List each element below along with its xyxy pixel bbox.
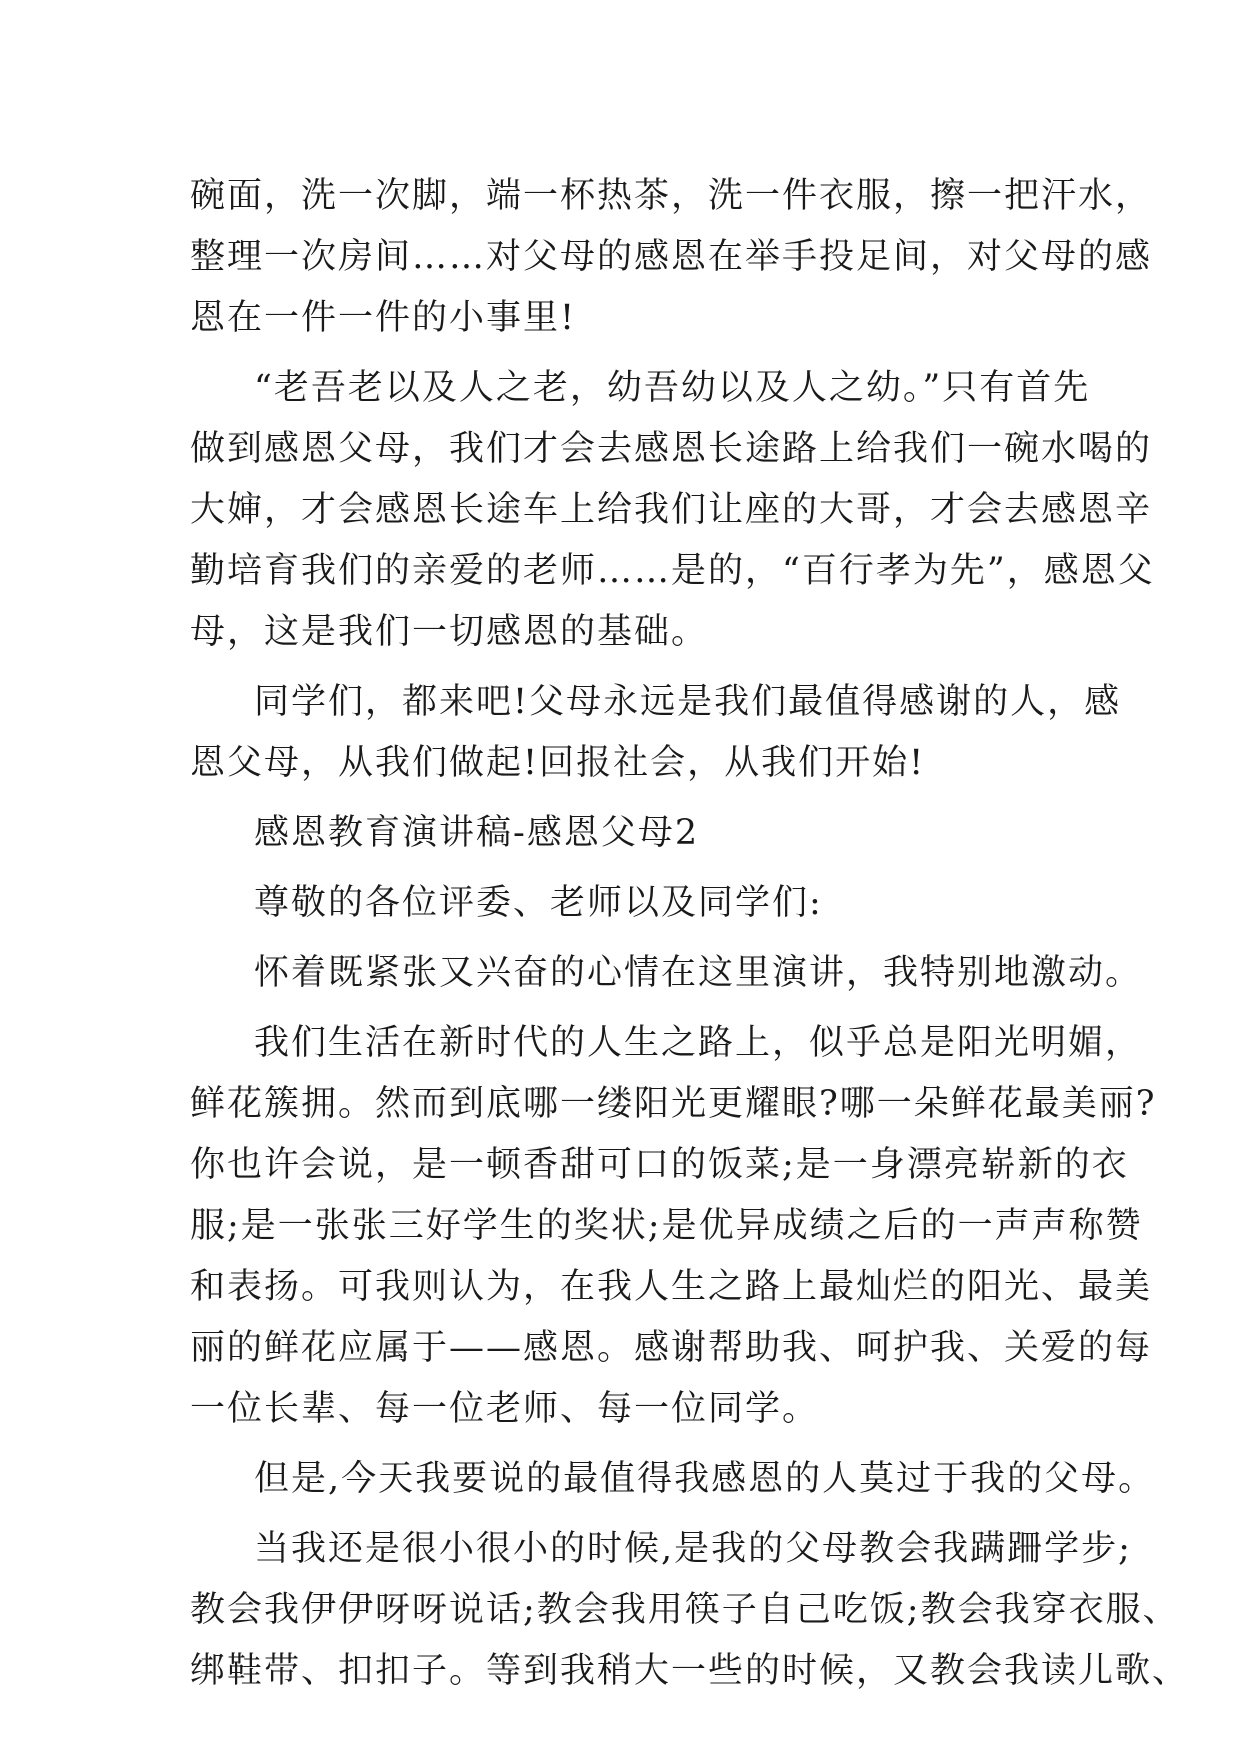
salutation [190,873,1070,934]
text-line: 感恩教育演讲稿-感恩父母2 [254,813,700,853]
paragraph [190,358,1155,663]
document-body [190,166,1190,1711]
text-line: 恩在一件一件的小事里! [190,298,577,338]
paragraph [190,1013,1157,1440]
text-line: 但是,今天我要说的最值得我感恩的人莫过于我的父母。 [254,1459,1156,1499]
text-line: 大婶，才会感恩长途车上给我们让座的大哥，才会去感恩辛 [190,490,1153,530]
text-line: 绑鞋带、扣扣子。等到我稍大一些的时候，又教会我读儿歌、 [190,1651,1190,1691]
paragraph [190,166,1153,349]
text-line: 做到感恩父母，我们才会去感恩长途路上给我们一碗水喝的 [190,429,1153,469]
text-line: 尊敬的各位评委、老师以及同学们: [254,883,823,923]
text-line: 恩父母，从我们做起!回报社会，从我们开始! [190,743,926,783]
text-line: 你也许会说，是一顿香甜可口的饭菜;是一身漂亮崭新的衣 [190,1145,1129,1185]
paragraph [190,1519,1190,1702]
paragraph [190,943,1143,1004]
text-line: 我们生活在新时代的人生之路上，似乎总是阳光明媚， [254,1023,1143,1063]
paragraph [190,672,1122,794]
text-line: 服;是一张张三好学生的奖状;是优异成绩之后的一声声称赞 [190,1206,1143,1246]
text-line: 当我还是很小很小的时候,是我的父母教会我蹒跚学步; [254,1529,1132,1569]
paragraph [190,1449,1156,1510]
text-line: 碗面，洗一次脚，端一杯热茶，洗一件衣服，擦一把汗水， [190,176,1153,216]
text-line: 和表扬。可我则认为，在我人生之路上最灿烂的阳光、最美 [190,1267,1153,1307]
section-title [190,803,1070,864]
text-line: 整理一次房间……对父母的感恩在举手投足间，对父母的感 [190,237,1153,277]
text-line: 一位长辈、每一位老师、每一位同学。 [190,1389,820,1429]
text-line: 丽的鲜花应属于——感恩。感谢帮助我、呵护我、关爱的每 [190,1328,1153,1368]
text-line: 教会我伊伊呀呀说话;教会我用筷子自己吃饭;教会我穿衣服、 [190,1590,1180,1630]
text-line: “老吾老以及人之老，幼吾幼以及人之幼。”只有首先 [254,368,1091,408]
text-line: 勤培育我们的亲爱的老师……是的，“百行孝为先”，感恩父 [190,551,1155,591]
text-line: 母，这是我们一切感恩的基础。 [190,612,709,652]
text-line: 同学们，都来吧!父母永远是我们最值得感谢的人，感 [254,682,1122,722]
text-line: 怀着既紧张又兴奋的心情在这里演讲，我特别地激动。 [254,953,1143,993]
text-line: 鲜花簇拥。然而到底哪一缕阳光更耀眼?哪一朵鲜花最美丽? [190,1084,1157,1124]
